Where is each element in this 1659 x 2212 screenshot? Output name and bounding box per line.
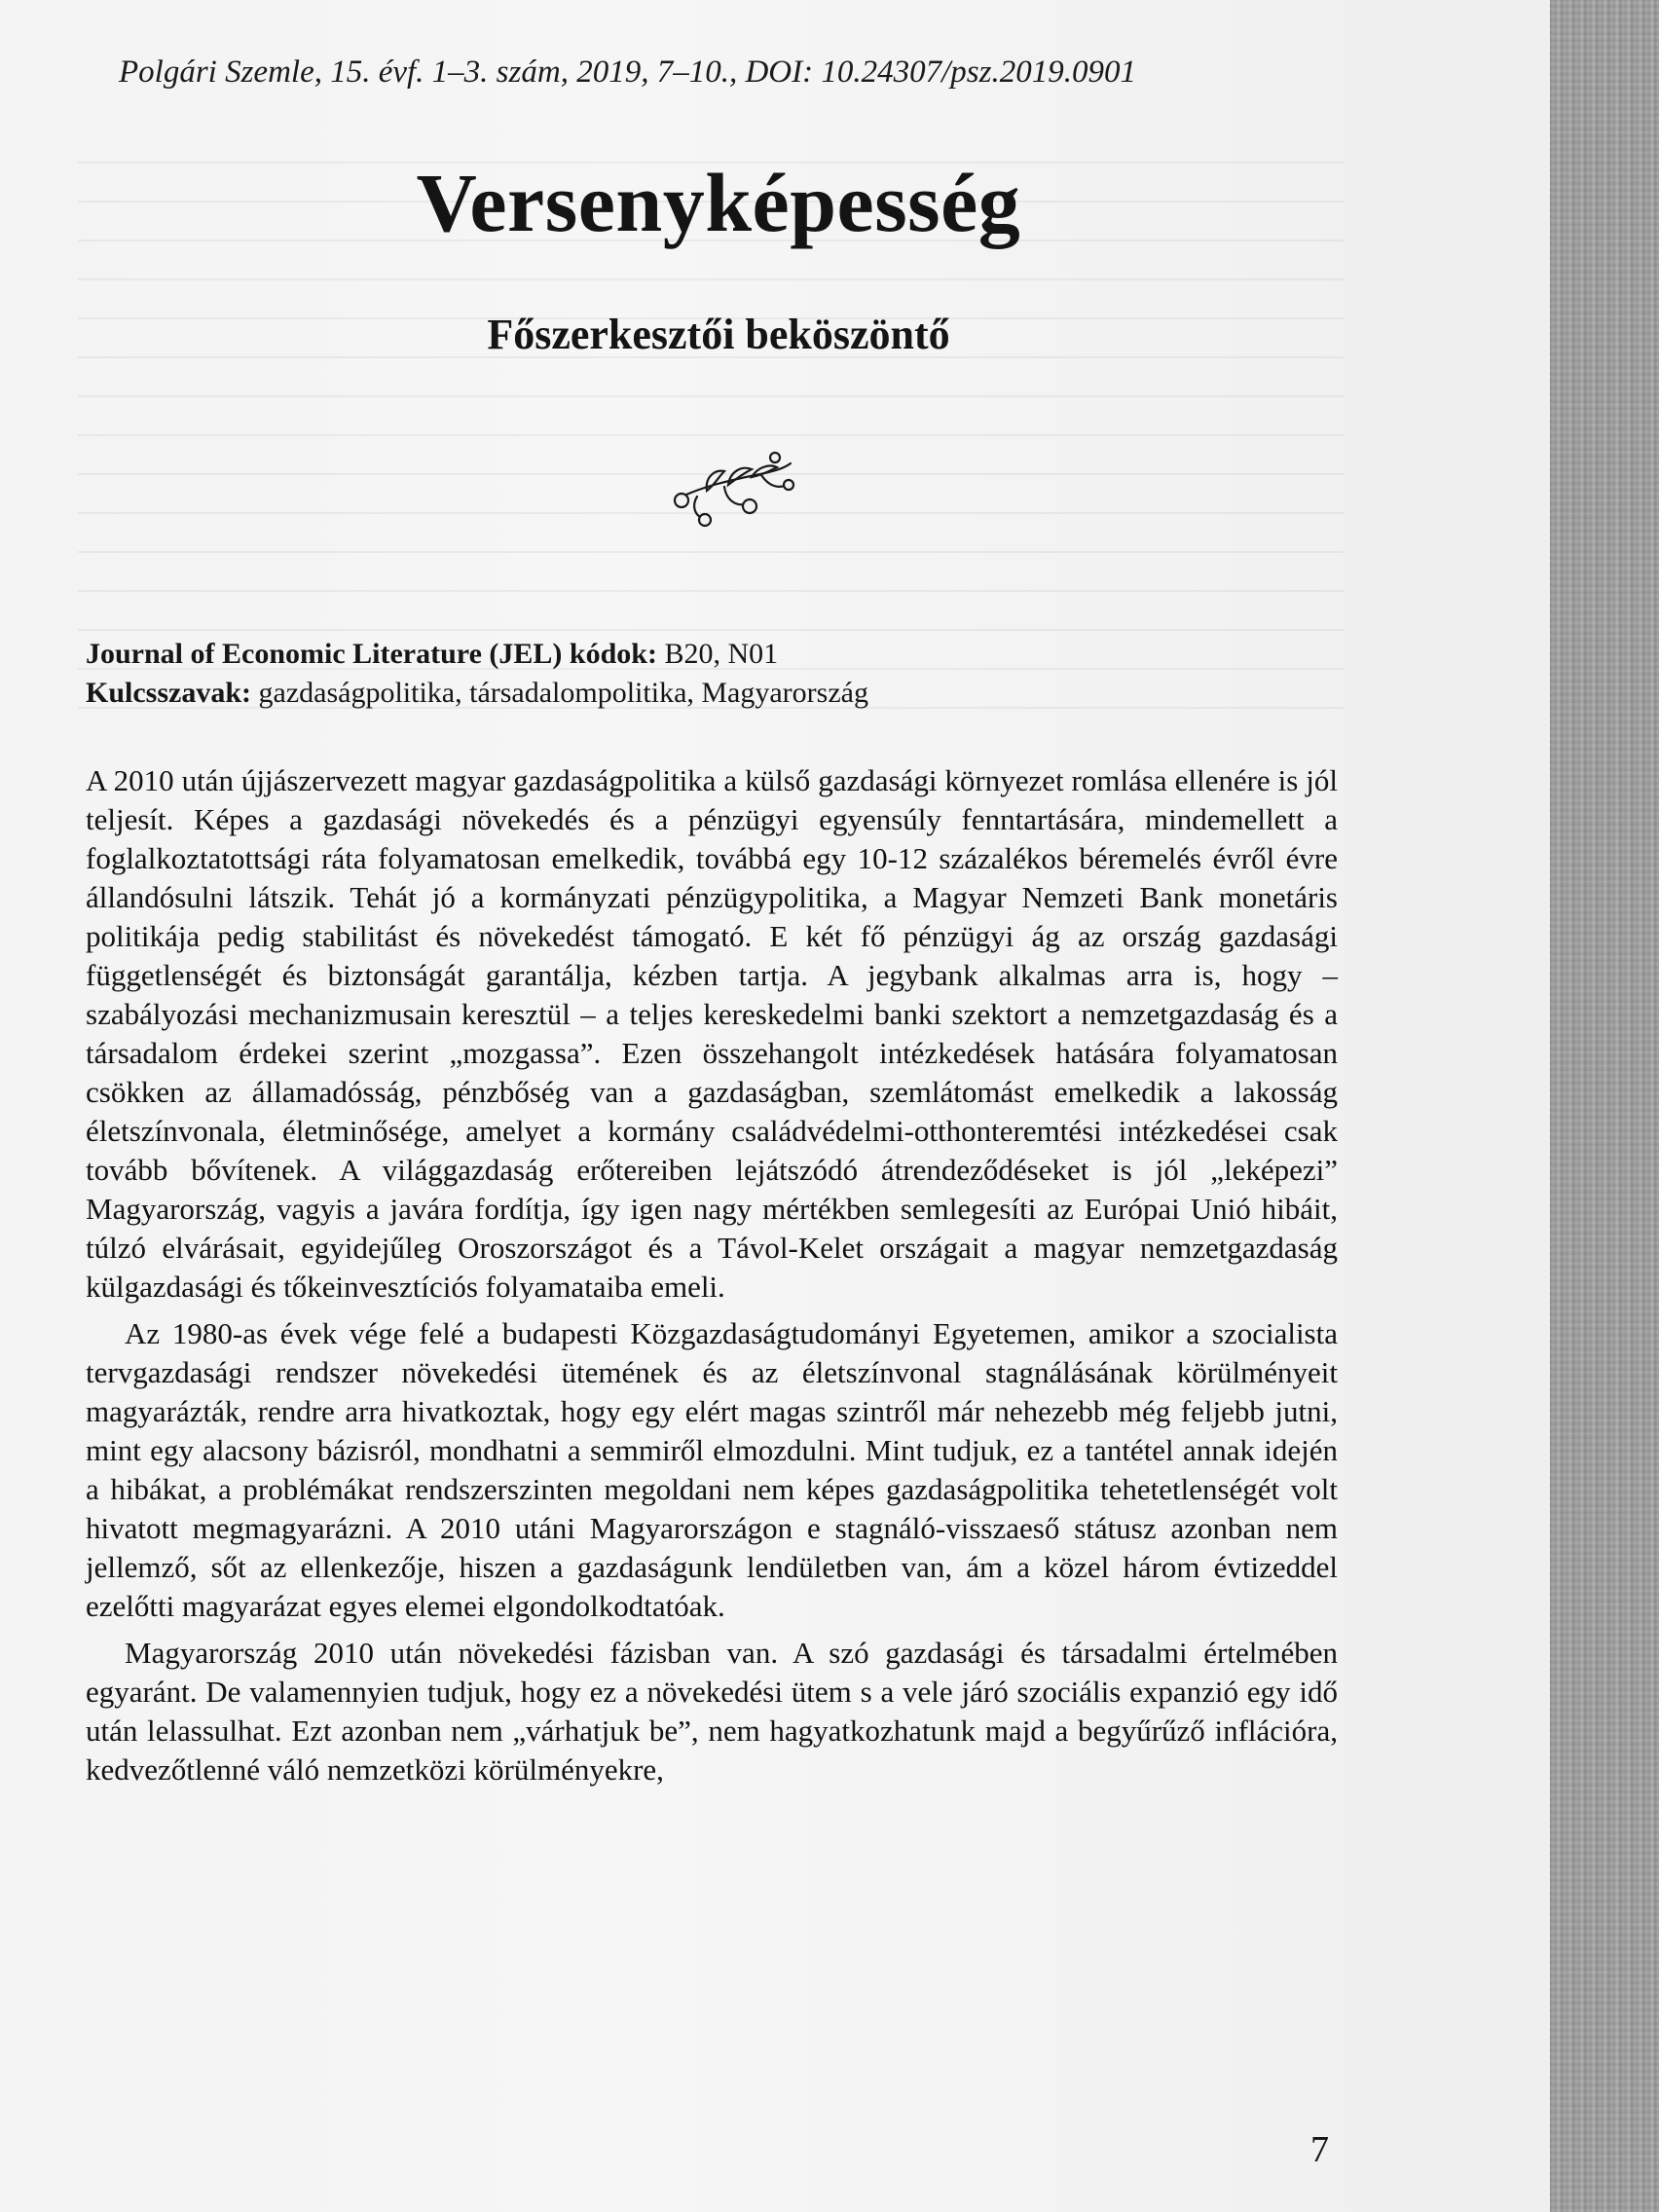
paragraph: Az 1980-as évek vége felé a budapesti Közgazdaságtudományi Egyetemen, amikor a szocialista tervgazdasági rendszer növekedési ütemének és az életszínvonal stagnálásának körülményeit magyarázták, rendre arra hivatkoztak, hogy egy elért magas szintről már nehezebb még feljebb jutni, mint egy alacsony bázisról, mondhatni a semmiről elmozdulni. Mint tudjuk, ez a tantétel annak idején a hibákat, a problémákat rendszerszinten megoldani nem képes gazdaságpolitika tehetetlenségét volt hivatott megmagyarázni. A 2010 utáni Magyarországon e stagnáló-visszaeső státusz azonban nem jellemző, sőt az ellenkezője, hiszen a gazdaságunk lendületben van, ám a közel három évtizeddel ezelőtti magyarázat egyes elemei elgondolkodtatóak. <box>86 1316 1338 1623</box>
article-metadata <box>86 635 1342 713</box>
jel-codes-line <box>86 635 1342 674</box>
jel-value: B20, N01 <box>664 638 779 670</box>
paragraph: Magyarország 2010 után növekedési fázisban van. A szó gazdasági és társadalmi értelmében egyaránt. De valamennyien tudjuk, hogy ez a növekedési ütem s a vele járó szociális expanzió egy idő után lelassulhat. Ezt azonban nem „várhatjuk be”, nem hagyatkozhatunk majd a begyűrűző inflációra, kedvezőtlenné váló nemzetközi körülményekre, <box>86 1636 1338 1787</box>
keywords-label: Kulcsszavak: <box>86 677 252 709</box>
article-body <box>86 761 1338 1797</box>
keywords-line <box>86 674 1342 713</box>
page-number: 7 <box>1310 2129 1329 2170</box>
paragraph: A 2010 után újjászervezett magyar gazdaságpolitika a külső gazdasági környezet romlása ellenére is jól teljesít. Képes a gazdasági növekedés és a pénzügyi egyensúly fenntartására, mindemellett a foglalkoztatottsági ráta folyamatosan emelkedik, továbbá egy 10-12 százalékos béremelés évről évre állandósulni látszik. Tehát jó a kormányzati pénzügypolitika, a Magyar Nemzeti Bank monetáris politikája pedig stabilitást és növekedést támogató. E két fő pénzügyi ág az ország gazdasági függetlenségét és biztonságát garantálja, kézben tartja. A jegybank alkalmas arra is, hogy – szabályozási mechanizmusain keresztül – a teljes kereskedelmi banki szektort a nemzetgazdaság és a társadalom érdekei szerint „mozgassa”. Ezen összehangolt intézkedések hatására folyamatosan csökken az államadósság, pénzbőség van a gazdaságban, szemlátomást emelkedik a lakosság életszínvonala, életminősége, amelyet a kormány családvédelmi-otthonteremtési intézkedései csak tovább bővítenek. A világgazdaság erőtereiben lejátszódó átrendeződéseket is jól „leképezi” Magyarország, vagyis a javára fordítja, így igen nagy mértékben semlegesíti az Európai Unió hibáit, túlzó elvárásait, egyidejűleg Oroszországot és a Távol-Kelet országait a magyar nemzetgazdaság külgazdasági és tőkeinvesztíciós folyamataiba emeli. <box>86 763 1338 1304</box>
adjacent-page-edge <box>1550 0 1659 2212</box>
running-head: Polgári Szemle, 15. évf. 1–3. szám, 2019, 7–10., DOI: 10.24307/psz.2019.0901 <box>119 55 1136 90</box>
jel-label: Journal of Economic Literature (JEL) kódok: <box>86 638 657 670</box>
article-subtitle: Főszerkesztői beköszöntő <box>487 311 950 358</box>
keywords-value: gazdaságpolitika, társadalompolitika, Magyarország <box>258 677 868 709</box>
article-title: Versenyképesség <box>416 156 1021 249</box>
floral-ornament-icon <box>668 448 796 528</box>
